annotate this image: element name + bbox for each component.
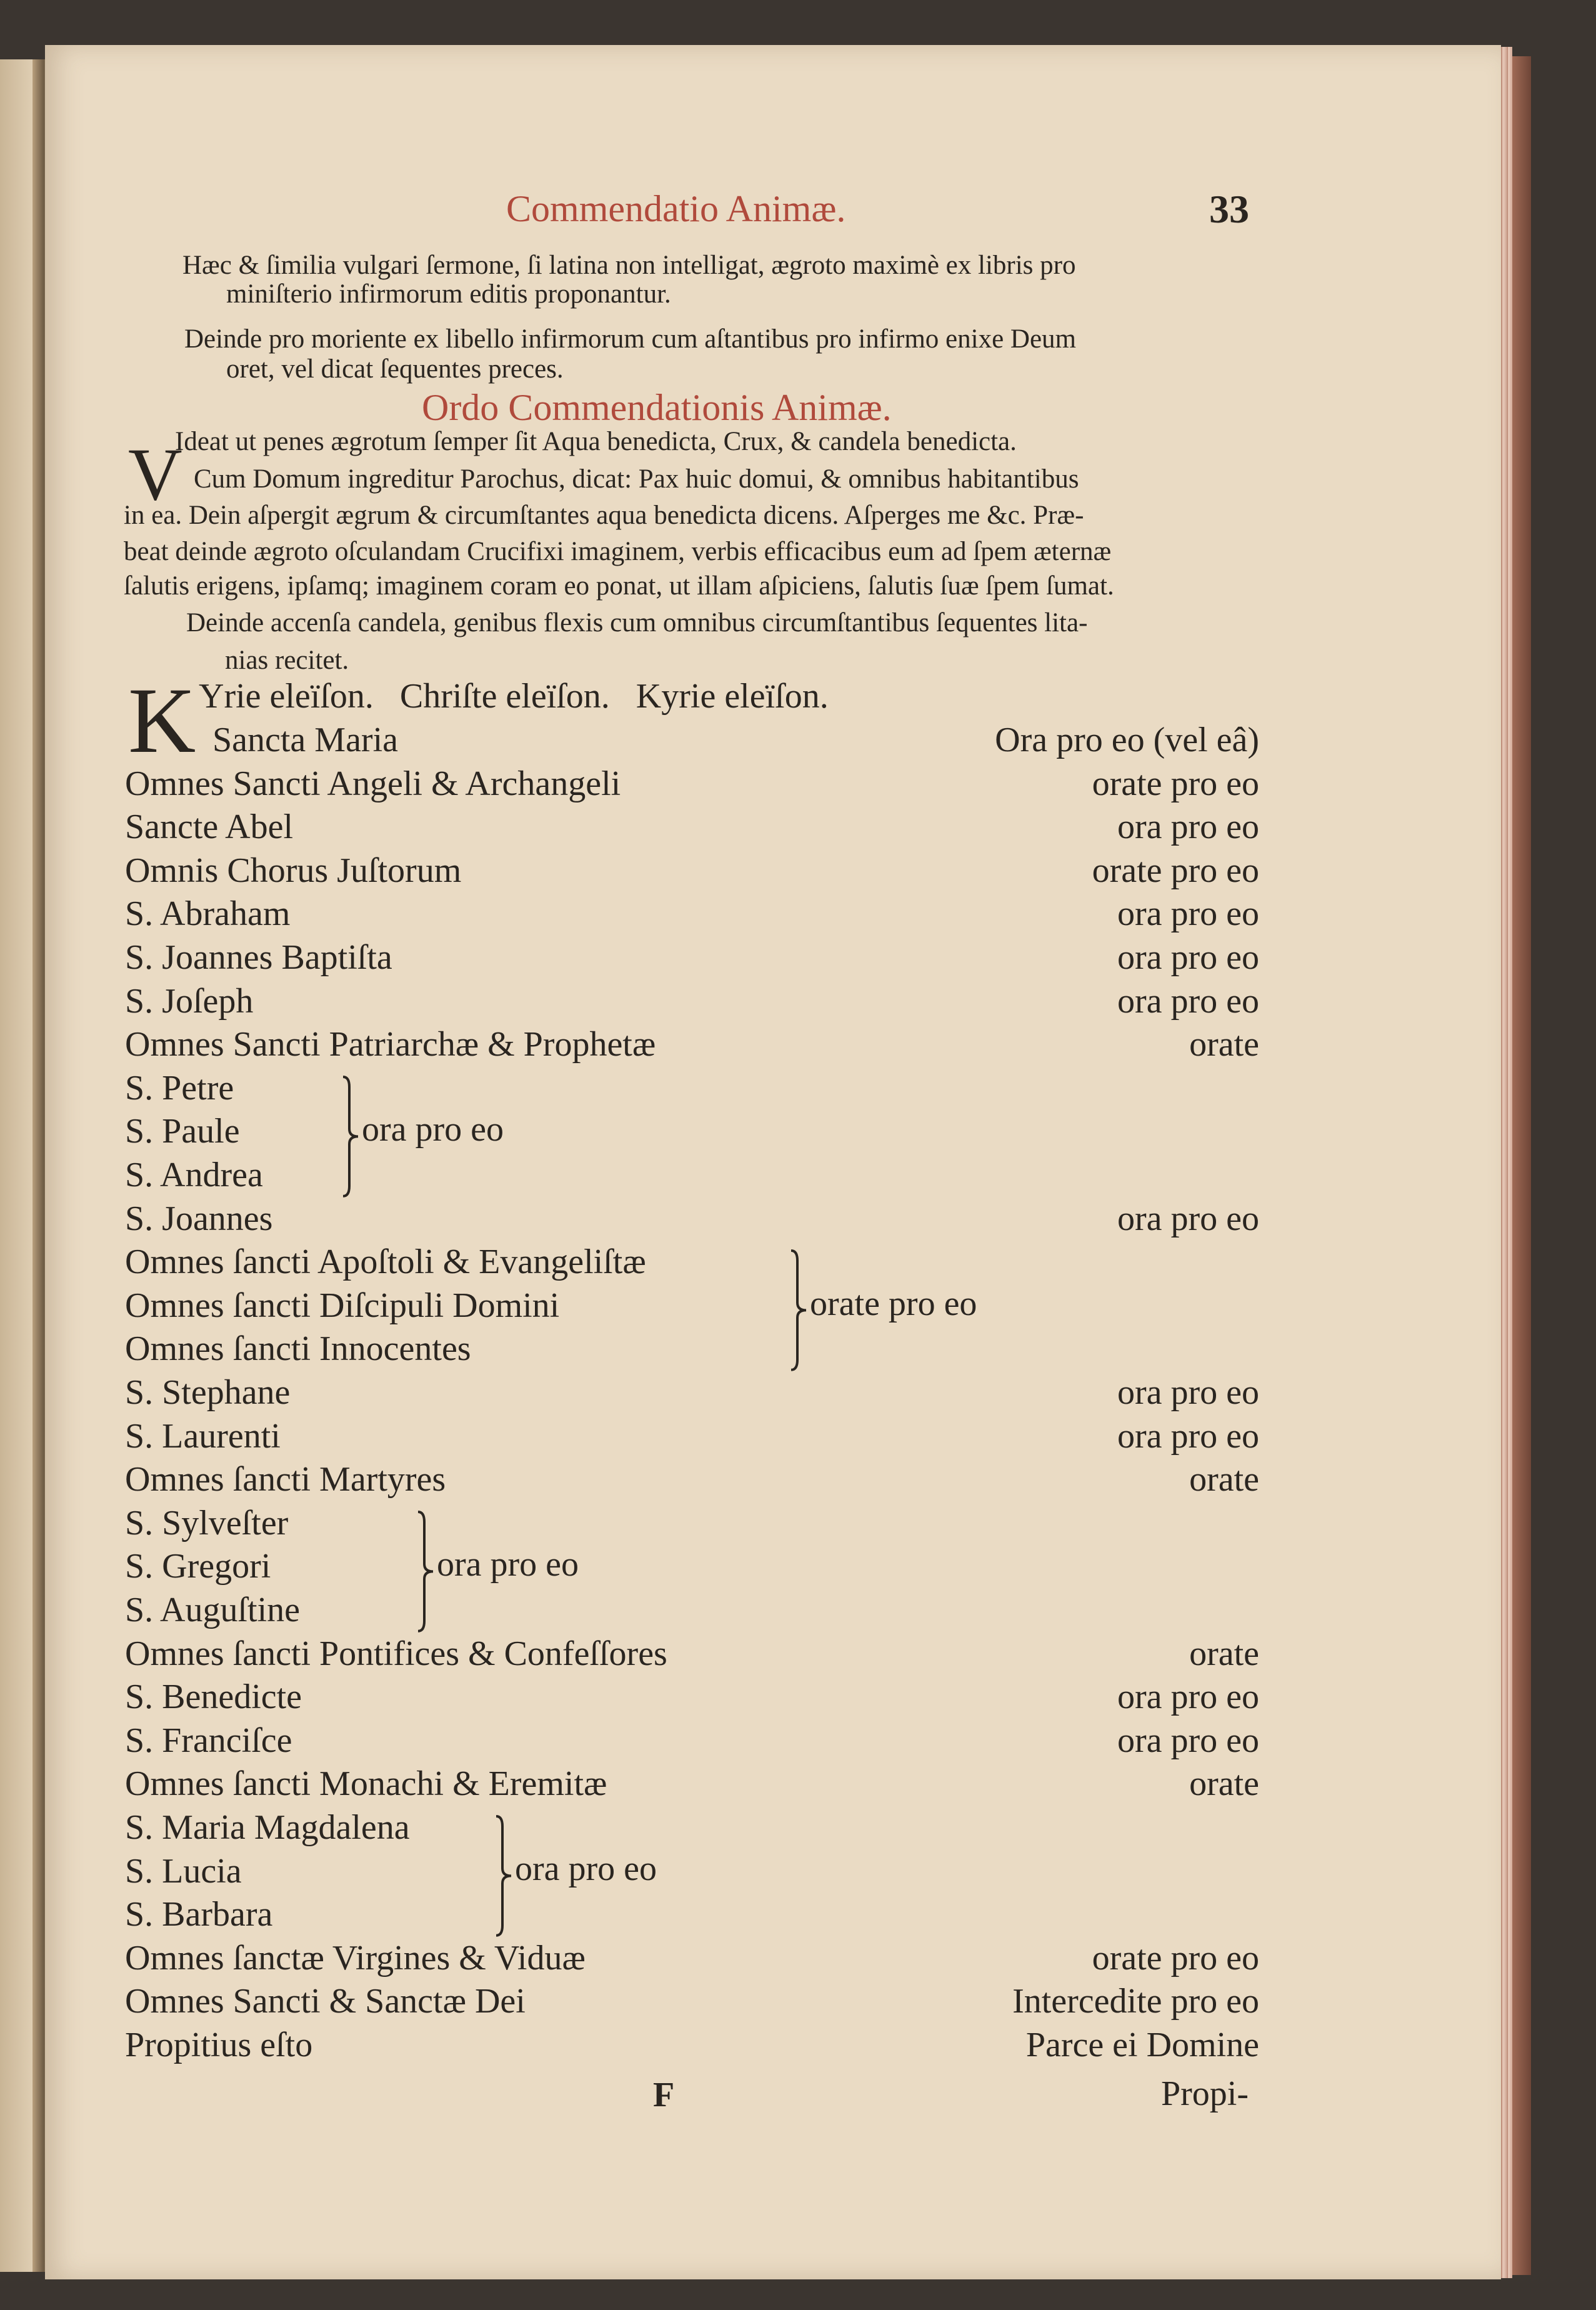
litany-response: ora pro eo bbox=[1117, 938, 1259, 977]
intro-line: Hæc & ſimilia vulgari ſermone, ſi latina non intelligat, ægroto maximè ex libris pro bbox=[182, 251, 1076, 280]
litany-invocation: S. Joſeph bbox=[125, 982, 254, 1021]
litany-invocation: Omnes Sancti & Sanctæ Dei bbox=[125, 1982, 526, 2021]
litany-invocation: S. Franciſce bbox=[125, 1721, 292, 1760]
litany-response: Ora pro eo (vel eâ) bbox=[995, 721, 1259, 759]
litany-response: ora pro eo bbox=[1117, 808, 1259, 846]
litany-response: orate bbox=[1189, 1025, 1259, 1064]
intro-line: oret, vel dicat ſequentes preces. bbox=[226, 354, 564, 384]
litany-invocation: Sancta Maria bbox=[212, 721, 398, 759]
litany-invocation: Omnes Sancti Angeli & Archangeli bbox=[125, 764, 621, 803]
rubric-line: Ideat ut penes ægrotum ſemper ſit Aqua benedicta, Crux, & candela benedicta. bbox=[175, 427, 1017, 456]
page-number: 33 bbox=[1209, 187, 1249, 231]
litany-response: ora pro eo bbox=[1117, 1721, 1259, 1760]
litany-invocation: S. Laurenti bbox=[125, 1417, 281, 1456]
brace-response: ora pro eo bbox=[362, 1110, 504, 1149]
litany-invocation: S. Paule bbox=[125, 1112, 240, 1151]
running-title: Commendatio Animæ. bbox=[506, 188, 846, 229]
litany-invocation: Omnes ſancti Pontifices & Confeſſores bbox=[125, 1634, 667, 1673]
rubric-line: nias recitet. bbox=[225, 646, 349, 675]
litany-response: ora pro eo bbox=[1117, 1199, 1259, 1238]
litany-invocation: S. Stephane bbox=[125, 1373, 291, 1412]
litany-invocation: Omnes ſancti Diſcipuli Domini bbox=[125, 1286, 560, 1325]
rubric-line: ſalutis erigens, ipſamq; imaginem coram eo ponat, ut illam aſpiciens, ſalutis ſuæ ſpem ſumat. bbox=[124, 571, 1114, 601]
litany-invocation: S. Maria Magdalena bbox=[125, 1808, 410, 1847]
rubric-line: beat deinde ægroto oſculandam Crucifixi imaginem, verbis efficacibus eum ad ſpem æternæ bbox=[124, 537, 1112, 566]
litany-response: orate pro eo bbox=[1092, 764, 1259, 803]
rubric-line: in ea. Dein aſpergit ægrum & circumſtantes aqua benedicta dicens. Aſperges me &c. Præ- bbox=[124, 501, 1084, 530]
litany-response: orate bbox=[1189, 1460, 1259, 1499]
signature-mark: F bbox=[653, 2076, 675, 2114]
litany-response: orate pro eo bbox=[1092, 1939, 1259, 1978]
litany-kyrie-line: Yrie eleïſon. Chriſte eleïſon. Kyrie eleïſon. bbox=[199, 677, 829, 716]
litany-invocation: S. Andrea bbox=[125, 1156, 263, 1194]
brace-response: orate pro eo bbox=[810, 1284, 977, 1323]
litany-invocation: Omnes ſancti Monachi & Eremitæ bbox=[125, 1764, 607, 1803]
rubric-line: Cum Domum ingreditur Parochus, dicat: Pax huic domui, & omnibus habitantibus bbox=[194, 464, 1079, 494]
litany-response: ora pro eo bbox=[1117, 1678, 1259, 1716]
litany-response: ora pro eo bbox=[1117, 982, 1259, 1021]
litany-response: ora pro eo bbox=[1117, 894, 1259, 933]
litany-invocation: S. Barbara bbox=[125, 1895, 273, 1934]
litany-invocation: S. Auguſtine bbox=[125, 1591, 301, 1629]
litany-invocation: S. Lucia bbox=[125, 1852, 242, 1891]
litany-invocation: Omnes ſancti Innocentes bbox=[125, 1329, 471, 1368]
litany-response: orate bbox=[1189, 1764, 1259, 1803]
litany-invocation: S. Sylveſter bbox=[125, 1504, 289, 1542]
catchword: Propi- bbox=[1161, 2074, 1249, 2113]
section-title: Ordo Commendationis Animæ. bbox=[422, 387, 892, 428]
litany-response: orate pro eo bbox=[1092, 851, 1259, 890]
brace-response: ora pro eo bbox=[515, 1849, 657, 1888]
litany-response: Intercedite pro eo bbox=[1012, 1982, 1259, 2021]
drop-cap-v: V bbox=[128, 432, 182, 516]
litany-invocation: Sancte Abel bbox=[125, 808, 294, 846]
rubric-line: Deinde accenſa candela, genibus flexis cum omnibus circumſtantibus ſequentes lita- bbox=[186, 608, 1088, 638]
litany-invocation: Omnes ſancti Apoſtoli & Evangeliſtæ bbox=[125, 1242, 646, 1281]
litany-response: orate bbox=[1189, 1634, 1259, 1673]
litany-response: ora pro eo bbox=[1117, 1373, 1259, 1412]
litany-invocation: Omnes Sancti Patriarchæ & Prophetæ bbox=[125, 1025, 656, 1064]
litany-invocation: Propitius eſto bbox=[125, 2026, 313, 2064]
intro-line: miniſterio infirmorum editis proponantur. bbox=[226, 279, 671, 309]
litany-invocation: Omnes ſancti Martyres bbox=[125, 1460, 446, 1499]
litany-invocation: S. Abraham bbox=[125, 894, 291, 933]
brace-response: ora pro eo bbox=[437, 1545, 579, 1584]
drop-cap-k: K bbox=[128, 669, 196, 772]
litany-invocation: Omnis Chorus Juſtorum bbox=[125, 851, 462, 890]
litany-invocation: S. Joannes bbox=[125, 1199, 273, 1238]
litany-response: ora pro eo bbox=[1117, 1417, 1259, 1456]
litany-invocation: S. Gregori bbox=[125, 1547, 271, 1586]
litany-invocation: S. Petre bbox=[125, 1069, 234, 1108]
litany-response: Parce ei Domine bbox=[1025, 2026, 1259, 2064]
litany-invocation: S. Benedicte bbox=[125, 1678, 302, 1716]
book-cover-edge bbox=[1512, 56, 1531, 2275]
litany-invocation: S. Joannes Baptiſta bbox=[125, 938, 392, 977]
litany-invocation: Omnes ſanctæ Virgines & Viduæ bbox=[125, 1939, 586, 1978]
intro-line: Deinde pro moriente ex libello infirmorum cum aſtantibus pro infirmo enixe Deum bbox=[184, 324, 1076, 354]
